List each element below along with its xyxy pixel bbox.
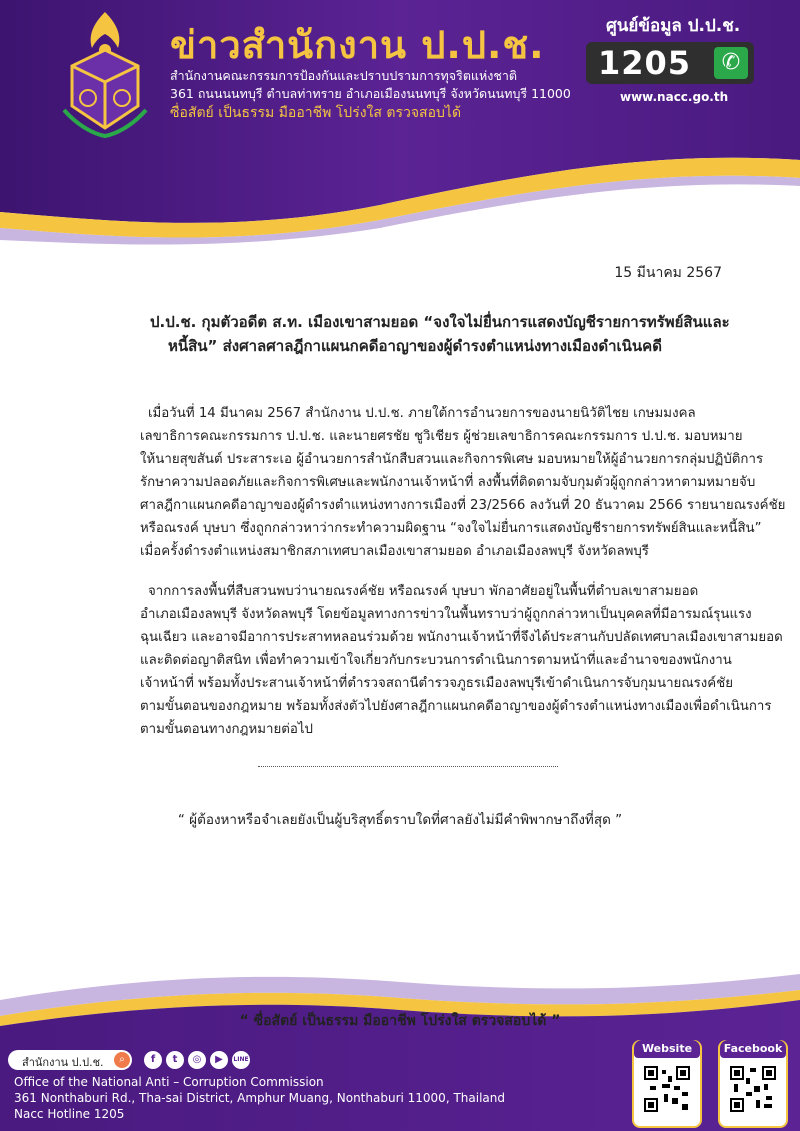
qr-website[interactable] (632, 1040, 702, 1128)
phone-icon: ✆ (714, 47, 748, 79)
qr-facebook-label: Facebook (720, 1040, 786, 1058)
paragraph-line: รักษาความปลอดภัยและกิจการพิเศษและพนักงานเจ้าหน้าที่ ลงพื้นที่ติดตามจับกุมตัวผู้ถูกกล่าวหาตามหมายจับ (140, 475, 756, 490)
facebook-icon[interactable]: f (144, 1051, 162, 1069)
paragraph-line: ตามขั้นตอนของกฎหมาย พร้อมทั้งส่งตัวไปยังศาลฎีกาแผนกคดีอาญาของผู้ดำรงตำแหน่งทางเมืองเพื่อดำเนินการ (140, 699, 772, 714)
nacc-emblem-icon (58, 10, 152, 138)
dotted-divider (258, 758, 558, 767)
paragraph-line: เมื่อวันที่ 14 มีนาคม 2567 สำนักงาน ป.ป.ช. ภายใต้การอำนวยการของนายนิวัติไชย เกษมมงคล (148, 406, 696, 421)
info-center-label: ศูนย์ข้อมูล ป.ป.ช. (606, 16, 741, 36)
paragraph-line: ให้นายสุขสันต์ ประสาระเอ ผู้อำนวยการสำนักสืบสวนและกิจการพิเศษ มอบหมายให้ผู้อำนวยการกลุ่มปฏิบัติการ (140, 452, 764, 467)
paragraph-line: ศาลฎีกาแผนกคดีอาญาของผู้ดำรงตำแหน่งทางการเมืองที่ 23/2566 ลงวันที่ 20 ธันวาคม 2566 รายนายณรงค์ชัย (140, 498, 786, 513)
paragraph-line: อำเภอเมืองลพบุรี จังหวัดลพบุรี โดยข้อมูลทางการข่าวในพื้นทราบว่าผู้ถูกกล่าวหาเป็นบุคคลที่มีอารมณ์รุนแรง (140, 607, 752, 622)
paragraph-line: ฉุนเฉียว และอาจมีอาการประสาทหลอนร่วมด้วย พนักงานเจ้าหน้าที่จึงได้ประสานกับปลัดเทศบาลเมืองเขาสามยอด (140, 630, 783, 645)
qr-website-label: Website (634, 1040, 700, 1058)
headline-line: ป.ป.ช. กุมตัวอดีต ส.ท. เมืองเขาสามยอด “จงใจไม่ยื่นการแสดงบัญชีรายการทรัพย์สินและ (150, 313, 730, 331)
footer-address: 361 Nonthaburi Rd., Tha-sai District, Amphur Muang, Nonthaburi 11000, Thailand (14, 1091, 505, 1105)
qr-facebook[interactable] (718, 1040, 788, 1128)
headline-line: หนี้สิน” ส่งศาลศาลฎีกาแผนกคดีอาญาของผู้ดำรงตำแหน่งทางเมืองดำเนินคดี (168, 337, 662, 355)
header-banner (0, 0, 800, 250)
hotline-number: 1205 (598, 44, 692, 82)
agency-motto: ซื่อสัตย์ เป็นธรรม มืออาชีพ โปร่งใส ตรวจสอบได้ (170, 105, 462, 121)
paragraph-line: และติดต่อญาติสนิท เพื่อทำความเข้าใจเกี่ยวกับกระบวนการดำเนินการตามหน้าที่และอำนาจของพนักงาน (140, 653, 732, 668)
page-title: ข่าวสำนักงาน ป.ป.ช. (170, 23, 545, 67)
document-date: 15 มีนาคม 2567 (614, 265, 722, 281)
paragraph-line: เลขาธิการคณะกรรมการ ป.ป.ช. และนายศรชัย ชูวิเชียร ผู้ช่วยเลขาธิการคณะกรรมการ ป.ป.ช. มอบหมาย (140, 429, 743, 444)
twitter-icon[interactable]: t (166, 1051, 184, 1069)
paragraph-line: หรือณรงค์ บุษบา ซึ่งถูกกล่าวหาว่ากระทำความผิดฐาน “จงใจไม่ยื่นการแสดงบัญชีรายการทรัพย์สินและหนี้สิน” (140, 521, 762, 536)
paragraph-1 (140, 402, 786, 563)
website-link[interactable]: www.nacc.go.th (620, 90, 729, 104)
hotline-box[interactable] (586, 42, 754, 84)
agency-address: 361 ถนนนนทบุรี ตำบลท่าทราย อำเภอเมืองนนทบุรี จังหวัดนนทบุรี 11000 (170, 86, 571, 101)
qr-code-icon (730, 1066, 776, 1112)
agency-name: สำนักงานคณะกรรมการป้องกันและปราบปรามการทุจริตแห่งชาติ (170, 68, 517, 83)
line-icon[interactable]: LINE (232, 1051, 250, 1069)
paragraph-line: เมื่อครั้งดำรงตำแหน่งสมาชิกสภาเทศบาลเมืองเขาสามยอด อำเภอเมืองลพบุรี จังหวัดลพบุรี (140, 544, 649, 559)
paragraph-line: เจ้าหน้าที่ พร้อมทั้งประสานเจ้าหน้าที่ตำรวจสถานีตำรวจภูธรเมืองลพบุรีเข้าดำเนินการจับกุมนายณรงค์ชัย (140, 676, 734, 691)
qr-code-icon (644, 1066, 690, 1112)
footer-motto: “ ซื่อสัตย์ เป็นธรรม มืออาชีพ โปร่งใส ตรวจสอบได้ ” (239, 1013, 561, 1029)
paragraph-line: จากการลงพื้นที่สืบสวนพบว่านายณรงค์ชัย หรือณรงค์ บุษบา พักอาศัยอยู่ในพื้นที่ตำบลเขาสามยอด (148, 584, 699, 599)
youtube-icon[interactable]: ▶ (210, 1051, 228, 1069)
paragraph-2 (140, 580, 783, 741)
headline (150, 310, 730, 358)
disclaimer-quote: “ ผู้ต้องหาหรือจำเลยยังเป็นผู้บริสุทธิ์ตราบใดที่ศาลยังไม่มีคำพิพากษาถึงที่สุด ” (177, 812, 623, 828)
footer-hotline: Nacc Hotline 1205 (14, 1107, 125, 1121)
search-label: สำนักงาน ป.ป.ช. (22, 1056, 104, 1069)
footer-org-name: Office of the National Anti – Corruption Commission (14, 1075, 324, 1089)
search-icon[interactable]: ⌕ (114, 1052, 130, 1068)
paragraph-line: ตามขั้นตอนทางกฎหมายต่อไป (140, 722, 313, 737)
search-box[interactable] (8, 1050, 132, 1070)
instagram-icon[interactable]: ◎ (188, 1051, 206, 1069)
